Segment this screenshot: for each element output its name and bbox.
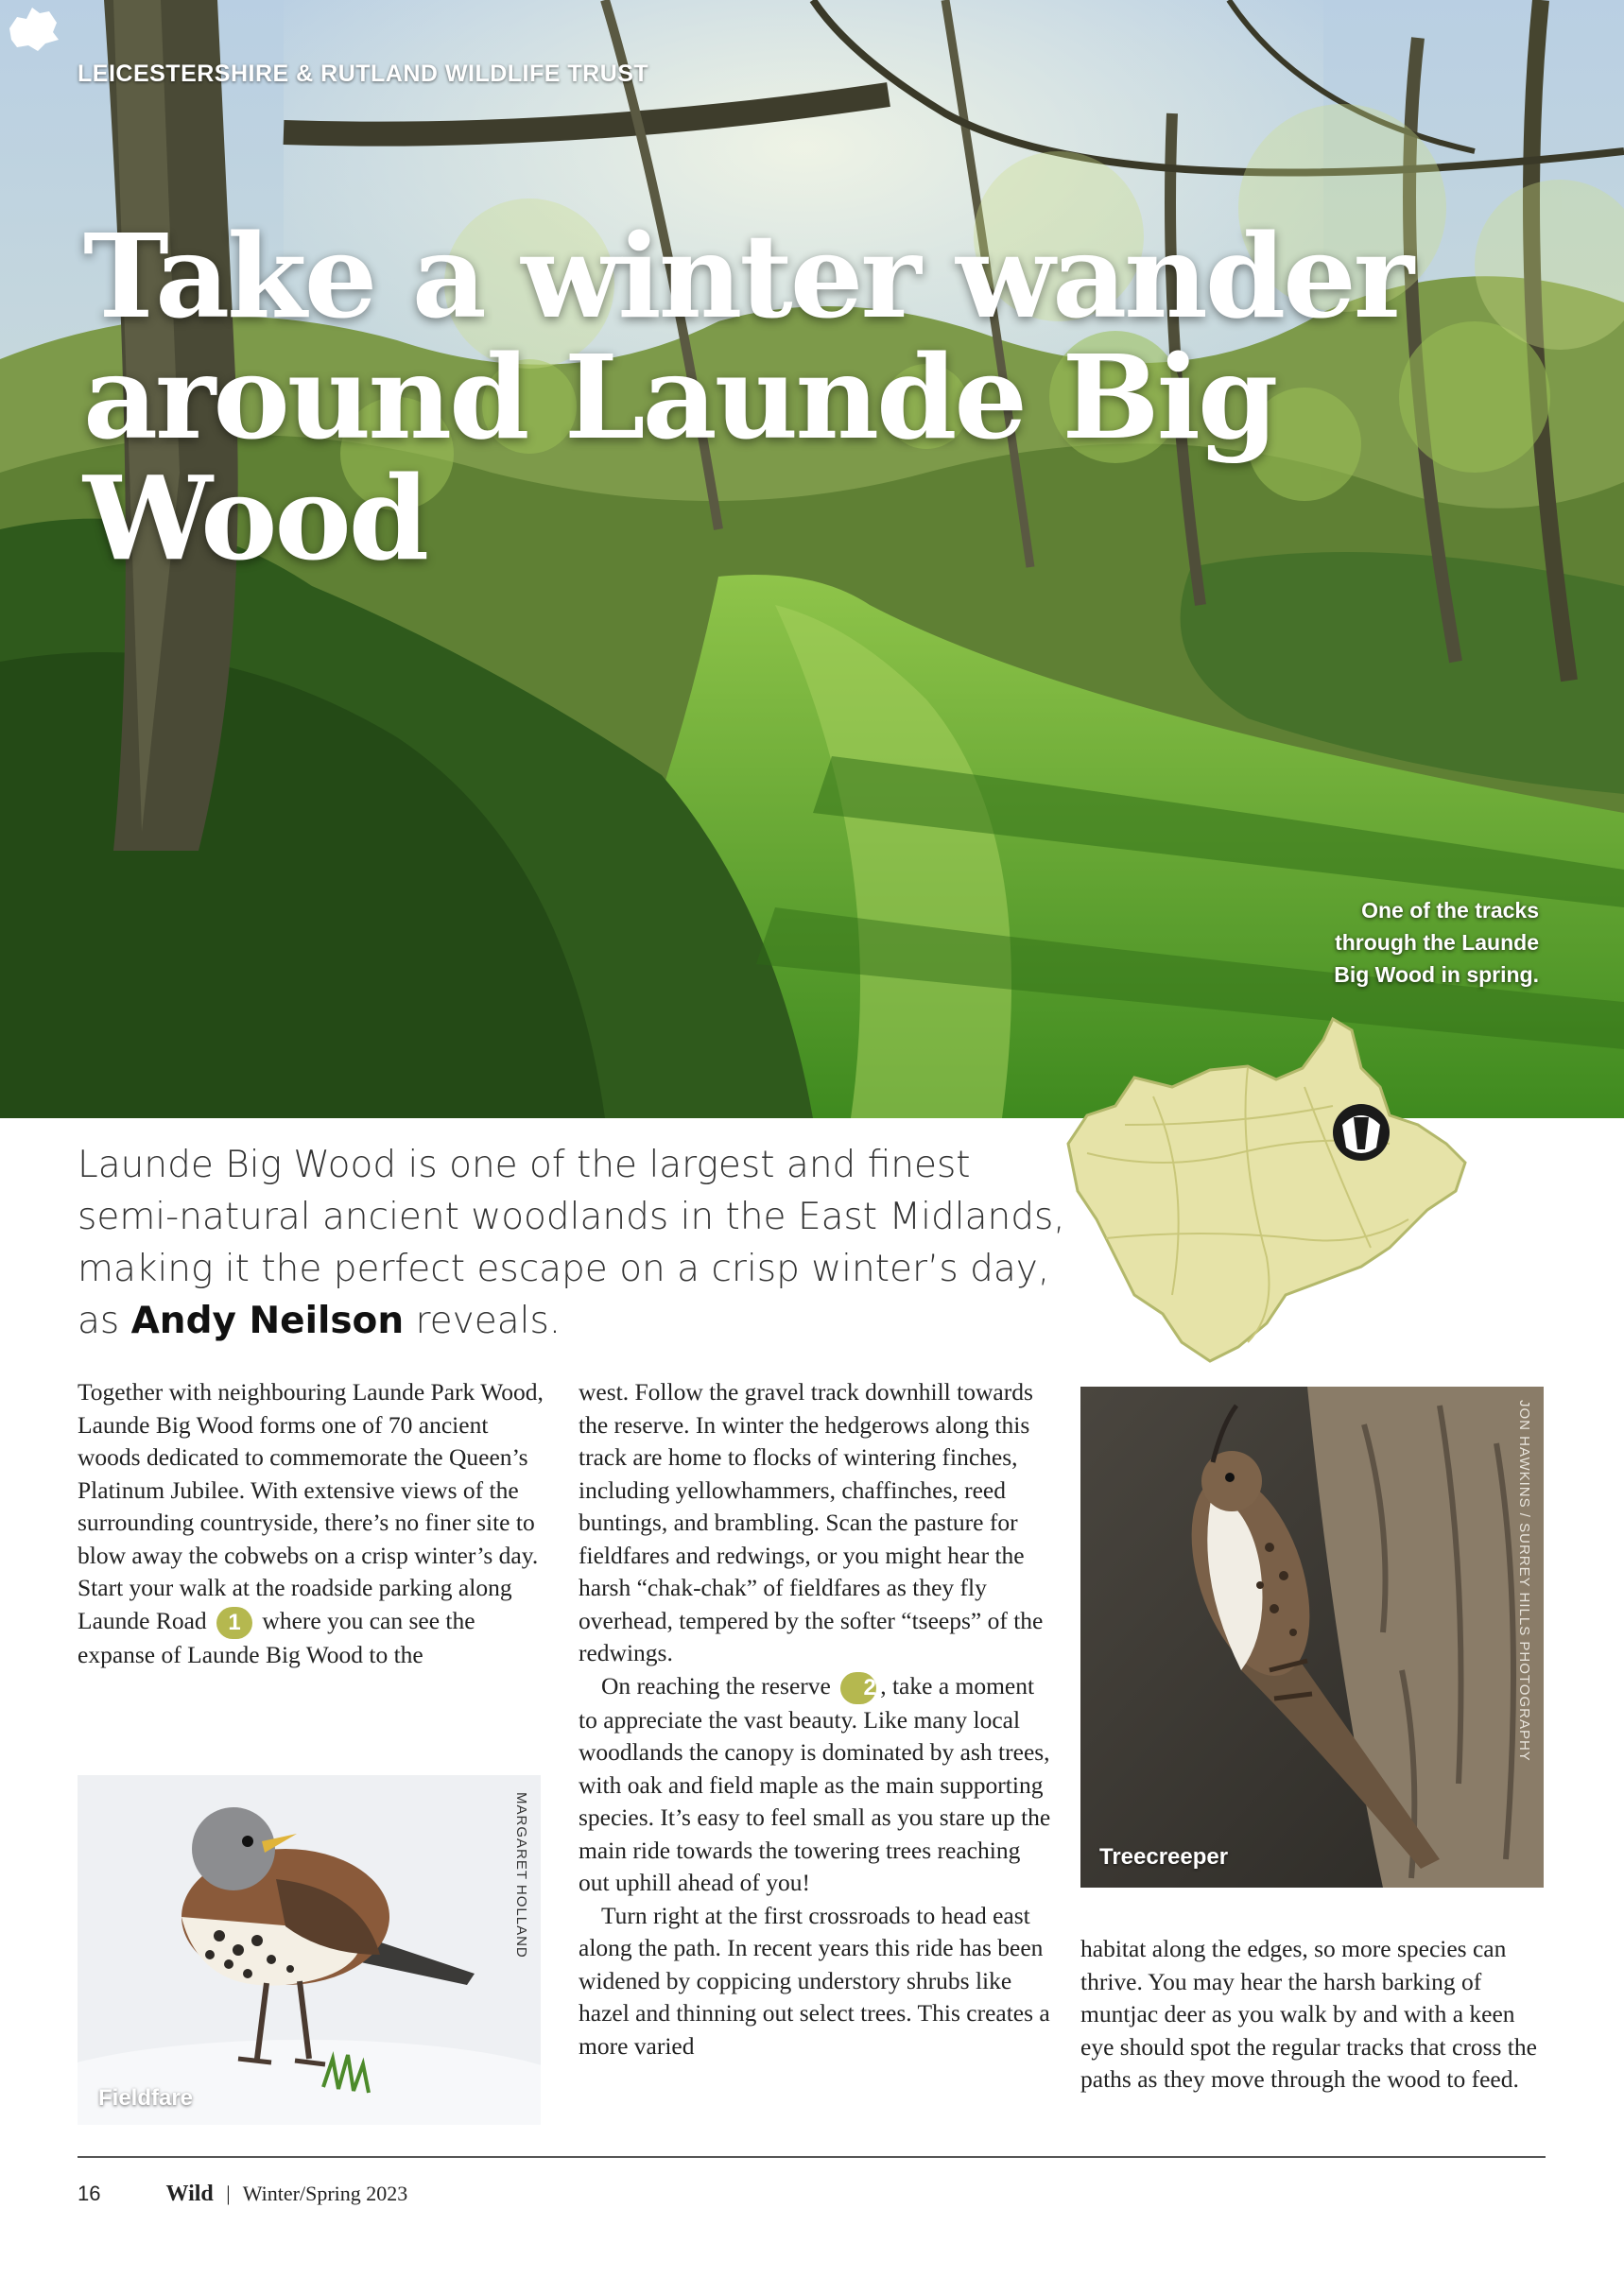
standfirst-text: Launde Big Wood is one of the largest and finest semi-natural ancient woodlands in the East Midlands, making it the perfect escape on a crisp winter’s day, as (78, 1144, 1065, 1342)
paragraph-3-continued: habitat along the edges, so more species can thrive. You may hear the harsh barking of muntjac deer as you walk by and with a keen eye should spot the regular tracks that cross the paths as they move through the wood to feed. (1080, 1935, 1537, 2093)
footer-separator: | (226, 2182, 231, 2205)
headline-line-1: Take a winter wander (83, 208, 1412, 344)
body-column-1 (78, 1376, 550, 1671)
page-footer (78, 2182, 407, 2207)
fieldfare-photo (78, 1775, 541, 2125)
issue-date: Winter/Spring 2023 (242, 2182, 408, 2205)
paragraph-2-text-b: , take a moment to appreciate the vast beauty. Like many local woodlands the canopy is dominated by ash trees, with oak and field maple as the main supporting species. It’s easy to feel small as you stare up the main ride towards the towering trees reaching out uphill ahead of you! (579, 1671, 1051, 1897)
magazine-name: Wild (165, 2182, 214, 2206)
fieldfare-image (78, 1775, 541, 2125)
treecreeper-image (1080, 1387, 1544, 1888)
headline-line-2: around Launde Big Wood (83, 329, 1276, 586)
county-locator-map (1049, 1011, 1494, 1371)
body-paragraph-1 (78, 1376, 550, 1671)
footer-divider (78, 2156, 1546, 2158)
paragraph-1-text-b: where you can see the expanse of Launde Big Wood to the (78, 1606, 475, 1668)
article-headline (83, 208, 1501, 586)
hero-caption-line-3: Big Wood in spring. (1334, 962, 1539, 987)
treecreeper-photo-credit: JON HAWKINS / SURREY HILLS PHOTOGRAPHY (1516, 1400, 1532, 1762)
standfirst (78, 1139, 1070, 1347)
author-name: Andy Neilson (130, 1300, 405, 1342)
body-paragraph-2 (579, 1670, 1051, 1900)
paragraph-2-text-a: On reaching the reserve (601, 1671, 831, 1700)
hero-photo (0, 0, 1624, 1118)
route-marker-2: 2 (840, 1672, 876, 1704)
hero-caption-line-2: through the Launde (1335, 930, 1539, 955)
treecreeper-caption: Treecreeper (1099, 1844, 1229, 1870)
badger-icon (1333, 1104, 1390, 1161)
fieldfare-photo-credit: MARGARET HOLLAND (513, 1792, 529, 1959)
paragraph-1-continued: west. Follow the gravel track downhill towards the reserve. In winter the hedgerows along this track are home to flocks of wintering finches, including yellowhammers, chaffinches, reed buntings, and brambling. Scan the pasture for fieldfares and redwings, or you might hear the harsh “chak-chak” of fieldfares as they fly overhead, tempered by the softer “tseeps” of the redwings. (579, 1378, 1044, 1666)
body-column-2 (579, 1376, 1051, 2062)
fieldfare-caption: Fieldfare (98, 2085, 194, 2111)
route-marker-1: 1 (216, 1607, 252, 1639)
body-column-3 (1080, 1933, 1553, 2097)
trust-name: LEICESTERSHIRE & RUTLAND WILDLIFE TRUST (78, 60, 649, 87)
hero-caption-line-1: One of the tracks (1361, 898, 1539, 923)
leicestershire-county-outline-icon (0, 0, 66, 53)
paragraph-1-text-a: Together with neighbouring Launde Park Wood, Launde Big Wood forms one of 70 ancient woods dedicated to commemorate the Queen’s Platinum Jubilee. With extensive views of the surrounding countryside, there’s no finer site to blow away the cobwebs on a crisp winter’s day. Start your walk at the roadside parking along Launde Road (78, 1378, 544, 1634)
body-paragraph-3: Turn right at the first crossroads to head east along the path. In recent years this ride has been widened by coppicing understory shrubs like hazel and thinning out select trees. This creates a more varied (579, 1901, 1050, 2060)
page-number: 16 (78, 2182, 101, 2205)
treecreeper-photo (1080, 1387, 1544, 1888)
hero-photo-caption (1255, 894, 1539, 991)
standfirst-end: reveals. (415, 1300, 561, 1342)
